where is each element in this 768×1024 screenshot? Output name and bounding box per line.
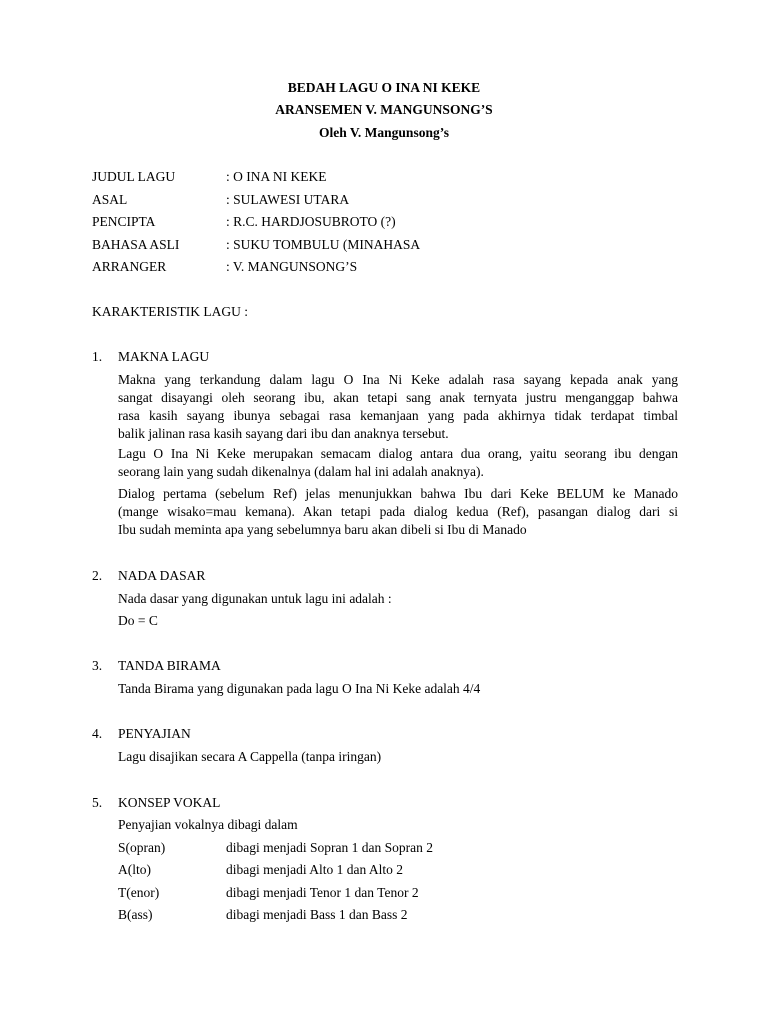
paragraph-line: Makna yang terkandung dalam lagu O Ina Ni Keke adalah rasa sayang kepada anak yang bbox=[118, 372, 678, 387]
section-text: Lagu disajikan secara A Cappella (tanpa iringan) bbox=[118, 749, 382, 764]
info-label: PENCIPTA bbox=[92, 214, 156, 229]
section-number: 5. bbox=[92, 795, 103, 810]
section-paragraph bbox=[118, 371, 678, 443]
info-value: : SUKU TOMBULU (MINAHASA bbox=[226, 237, 421, 252]
voice-label: B(ass) bbox=[118, 907, 153, 922]
section-text: Do = C bbox=[118, 613, 158, 628]
info-label: ARRANGER bbox=[92, 259, 167, 274]
voice-label: S(opran) bbox=[118, 840, 166, 855]
paragraph-line: seorang lain yang sudah dikenalnya (dalam hal ini adalah anaknya). bbox=[118, 464, 484, 479]
section-heading: KONSEP VOKAL bbox=[118, 795, 221, 810]
section-text: Penyajian vokalnya dibagi dalam bbox=[118, 817, 298, 832]
section-number: 2. bbox=[92, 568, 103, 583]
section-text: Tanda Birama yang digunakan pada lagu O Ina Ni Keke adalah 4/4 bbox=[118, 681, 481, 696]
voice-label: T(enor) bbox=[118, 885, 160, 900]
karakteristik-heading: KARAKTERISTIK LAGU : bbox=[92, 304, 248, 319]
paragraph-line: balik jalinan rasa kasih sayang dari ibu dan anaknya tersebut. bbox=[118, 426, 449, 441]
info-value: : R.C. HARDJOSUBROTO (?) bbox=[226, 214, 396, 229]
voice-description: dibagi menjadi Alto 1 dan Alto 2 bbox=[226, 862, 403, 877]
info-value: : SULAWESI UTARA bbox=[226, 192, 350, 207]
info-label: ASAL bbox=[92, 192, 128, 207]
document-author: Oleh V. Mangunsong’s bbox=[319, 125, 449, 140]
section-heading: MAKNA LAGU bbox=[118, 349, 210, 364]
paragraph-line: Dialog pertama (sebelum Ref) jelas menunjukkan bahwa Ibu dari Keke BELUM ke Manado bbox=[118, 486, 678, 501]
info-value: : V. MANGUNSONG’S bbox=[226, 259, 358, 274]
voice-description: dibagi menjadi Bass 1 dan Bass 2 bbox=[226, 907, 408, 922]
voice-label: A(lto) bbox=[118, 862, 151, 877]
info-value: : O INA NI KEKE bbox=[226, 169, 327, 184]
info-label: JUDUL LAGU bbox=[92, 169, 176, 184]
voice-description: dibagi menjadi Tenor 1 dan Tenor 2 bbox=[226, 885, 419, 900]
info-label: BAHASA ASLI bbox=[92, 237, 180, 252]
document-subtitle: ARANSEMEN V. MANGUNSONG’S bbox=[275, 102, 493, 117]
paragraph-line: Lagu O Ina Ni Keke merupakan semacam dialog antara dua orang, yaitu seorang ibu dengan bbox=[118, 446, 678, 461]
section-heading: TANDA BIRAMA bbox=[118, 658, 221, 673]
section-heading: PENYAJIAN bbox=[118, 726, 191, 741]
section-heading: NADA DASAR bbox=[118, 568, 206, 583]
section-number: 3. bbox=[92, 658, 103, 673]
voice-description: dibagi menjadi Sopran 1 dan Sopran 2 bbox=[226, 840, 433, 855]
paragraph-line: sangat disayangi oleh seorang ibu, akan tetapi sang anak ternyata justru menganggap bahwa bbox=[118, 390, 678, 405]
paragraph-line: Ibu sudah meminta apa yang sebelumnya baru akan dibeli si Ibu di Manado bbox=[118, 522, 527, 537]
paragraph-line: rasa kasih sayang ibunya sebagai rasa kemanjaan yang pada akhirnya tidak terdapat timbal bbox=[118, 408, 678, 423]
section-paragraph bbox=[118, 485, 678, 539]
section-number: 1. bbox=[92, 349, 103, 364]
section-paragraph bbox=[118, 445, 678, 481]
paragraph-line: (mange wisako=mau kemana). Akan tetapi pada dialog kedua (Ref), pasangan dialog dari si bbox=[118, 504, 678, 519]
document-title: BEDAH LAGU O INA NI KEKE bbox=[287, 80, 481, 95]
section-number: 4. bbox=[92, 726, 103, 741]
section-text: Nada dasar yang digunakan untuk lagu ini adalah : bbox=[118, 591, 392, 606]
